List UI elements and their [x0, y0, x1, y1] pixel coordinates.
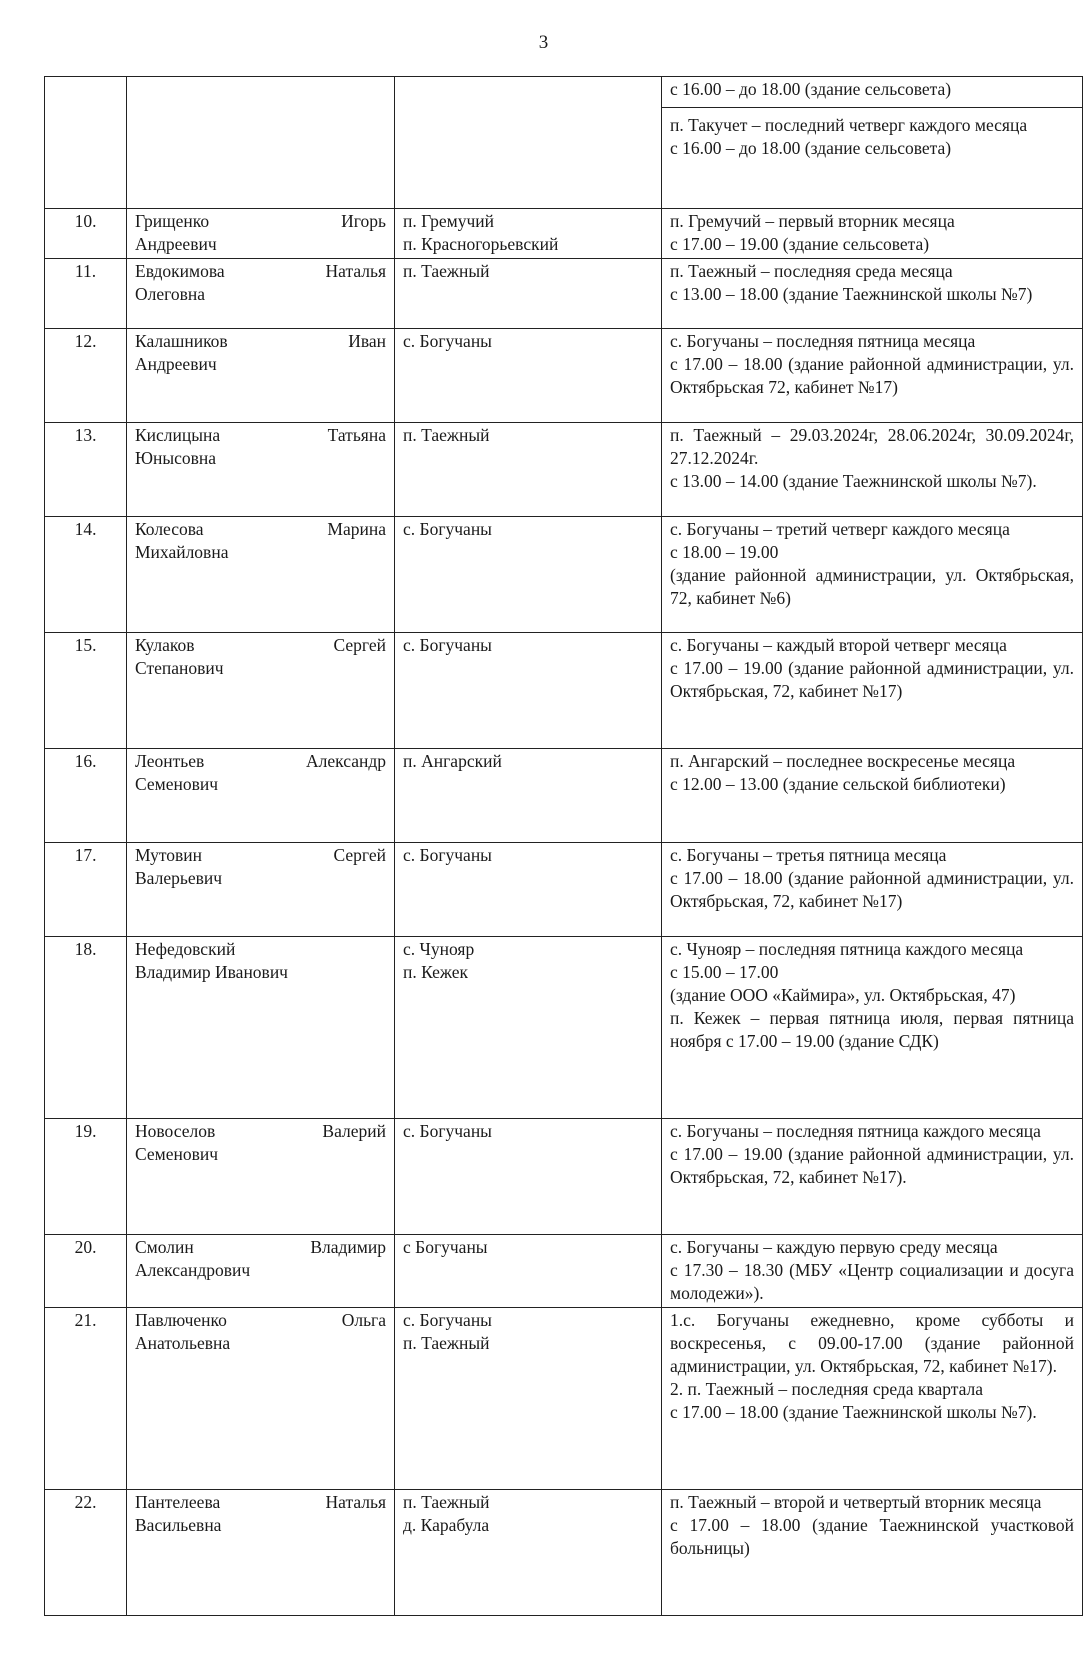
page-number: 3 [538, 32, 549, 53]
surname: Кислицына [135, 425, 221, 445]
patronymic: Олеговна [135, 284, 206, 304]
surname: Евдокимова [135, 261, 225, 281]
row-number: 17. [45, 843, 127, 937]
schedule-line: с. Богучаны – каждую первую среду месяца [670, 1237, 998, 1257]
schedule-line: п. Ангарский – последнее воскресенье месяца [670, 751, 1016, 771]
schedule [662, 1119, 1083, 1235]
table-row [45, 749, 1083, 843]
cell-number [45, 77, 127, 209]
surname: Пантелеева [135, 1492, 221, 1512]
first-name: Ольга [341, 1310, 386, 1330]
locations [395, 749, 662, 843]
schedule-line: п. Кежек – первая пятница июля, первая пятница ноября с 17.00 – 19.00 (здание СДК) [670, 1008, 1074, 1051]
schedule-line: (здание районной администрации, ул. Октябрьская, 72, кабинет №6) [670, 565, 1074, 608]
location-item: с. Богучаны [403, 331, 492, 351]
patronymic: Валерьевич [135, 868, 223, 888]
schedule [662, 517, 1083, 633]
deputy-name [127, 1490, 395, 1616]
schedule-line: (здание ООО «Каймира», ул. Октябрьская, 47) [670, 985, 1016, 1005]
name-first-line [135, 750, 386, 773]
table-row [45, 259, 1083, 329]
locations [395, 1308, 662, 1490]
schedule [662, 329, 1083, 423]
locations [395, 1490, 662, 1616]
surname: Мутовин [135, 845, 203, 865]
deputy-name [127, 633, 395, 749]
first-name: Иван [348, 331, 386, 351]
schedule-line: с 18.00 – 19.00 [670, 542, 779, 562]
patronymic: Васильевна [135, 1515, 222, 1535]
row-number: 11. [45, 259, 127, 329]
schedule-line: с 17.00 – 18.00 (здание районной администрации, ул. Октябрьская, 72, кабинет №17) [670, 868, 1074, 911]
location-item: п. Таежный [403, 261, 490, 281]
location-item: с. Богучаны [403, 1121, 492, 1141]
table-row [45, 937, 1083, 1119]
deputy-name [127, 329, 395, 423]
row-number: 18. [45, 937, 127, 1119]
patronymic: Степанович [135, 658, 224, 678]
name-first-line [135, 1491, 386, 1514]
table-row [45, 1235, 1083, 1308]
deputy-name [127, 1235, 395, 1308]
schedule-subblock [662, 107, 1082, 160]
patronymic: Юнысовна [135, 448, 217, 468]
patronymic: Владимир Иванович [135, 962, 288, 982]
deputy-name [127, 1308, 395, 1490]
locations [395, 843, 662, 937]
schedule-line: с. Чунояр – последняя пятница каждого месяца [670, 939, 1024, 959]
deputy-name [127, 259, 395, 329]
schedule-line: с 16.00 – до 18.00 (здание сельсовета) [670, 79, 952, 99]
table-row [45, 209, 1083, 259]
row-number: 15. [45, 633, 127, 749]
deputy-name [127, 1119, 395, 1235]
schedule-line: с 17.00 – 18.00 (здание Таежнинской школы №7). [670, 1402, 1037, 1422]
name-first-line [135, 210, 386, 233]
schedule-line: с 17.00 – 18.00 (здание Таежнинской участковой больницы) [670, 1515, 1074, 1558]
schedule-line: 2. п. Таежный – последняя среда квартала [670, 1379, 984, 1399]
first-name: Наталья [325, 261, 386, 281]
name-first-line [135, 1236, 386, 1259]
row-number: 14. [45, 517, 127, 633]
cell-schedule [662, 77, 1083, 209]
row-number: 21. [45, 1308, 127, 1490]
schedule [662, 1308, 1083, 1490]
schedule-line: с. Богучаны – последняя пятница месяца [670, 331, 976, 351]
locations [395, 209, 662, 259]
location-item: п. Ангарский [403, 751, 502, 771]
schedule [662, 1490, 1083, 1616]
schedule-line: с 17.00 – 19.00 (здание районной администрации, ул. Октябрьская, 72, кабинет №17). [670, 1144, 1074, 1187]
deputy-name [127, 749, 395, 843]
table-row [45, 517, 1083, 633]
locations [395, 937, 662, 1119]
schedule-line: с 17.00 – 19.00 (здание сельсовета) [670, 234, 930, 254]
schedule-line: п. Таежный – второй и четвертый вторник месяца [670, 1492, 1042, 1512]
schedule [662, 749, 1083, 843]
name-first-line [135, 634, 386, 657]
first-name: Сергей [333, 635, 386, 655]
name-first-line [135, 938, 386, 961]
surname: Смолин [135, 1237, 194, 1257]
schedule-line: с. Богучаны – третья пятница месяца [670, 845, 947, 865]
schedule-line: с 17.00 – 18.00 (здание районной администрации, ул. Октябрьская 72, кабинет №17) [670, 354, 1074, 397]
location-item: п. Таежный [403, 1492, 490, 1512]
schedule [662, 423, 1083, 517]
schedule-line: с 13.00 – 18.00 (здание Таежнинской школы №7) [670, 284, 1033, 304]
first-name: Наталья [325, 1492, 386, 1512]
schedule-line: с 17.30 – 18.30 (МБУ «Центр социализации и досуга молодежи»). [670, 1260, 1074, 1303]
schedule-line: п. Таежный – 29.03.2024г, 28.06.2024г, 30.09.2024г, 27.12.2024г. [670, 425, 1074, 468]
schedule [662, 1235, 1083, 1308]
name-first-line [135, 260, 386, 283]
surname: Леонтьев [135, 751, 205, 771]
deputy-reception-schedule-table [44, 76, 1083, 1616]
cell-deputy-name [127, 77, 395, 209]
name-first-line [135, 1309, 386, 1332]
surname: Павлюченко [135, 1310, 227, 1330]
location-item: п. Таежный [403, 1333, 490, 1353]
surname: Калашников [135, 331, 228, 351]
schedule-line: с 13.00 – 14.00 (здание Таежнинской школы №7). [670, 471, 1037, 491]
name-first-line [135, 518, 386, 541]
first-name: Сергей [333, 845, 386, 865]
location-item: п. Красногорьевский [403, 234, 559, 254]
surname: Грищенко [135, 211, 210, 231]
name-first-line [135, 1120, 386, 1143]
schedule-line: 1.с. Богучаны ежедневно, кроме субботы и воскресенья, с 09.00-17.00 (здание районной администрации, ул. Октябрьская, 72, кабинет №17). [670, 1310, 1074, 1376]
surname: Новоселов [135, 1121, 216, 1141]
locations [395, 329, 662, 423]
deputy-name [127, 423, 395, 517]
table-row [45, 1308, 1083, 1490]
location-item: с. Богучаны [403, 519, 492, 539]
patronymic: Андреевич [135, 234, 217, 254]
surname: Нефедовский [135, 939, 236, 959]
patronymic: Андреевич [135, 354, 217, 374]
locations [395, 423, 662, 517]
deputy-name [127, 209, 395, 259]
location-item: п. Таежный [403, 425, 490, 445]
locations [395, 517, 662, 633]
row-number: 20. [45, 1235, 127, 1308]
location-item: с. Богучаны [403, 635, 492, 655]
deputy-name [127, 843, 395, 937]
cell-locations [395, 77, 662, 209]
table-row [45, 423, 1083, 517]
schedule [662, 937, 1083, 1119]
row-number: 16. [45, 749, 127, 843]
schedule [662, 843, 1083, 937]
locations [395, 259, 662, 329]
schedule [662, 259, 1083, 329]
surname: Колесова [135, 519, 204, 539]
schedule [662, 209, 1083, 259]
schedule-line: с 16.00 – до 18.00 (здание сельсовета) [670, 138, 952, 158]
table-row [45, 1119, 1083, 1235]
first-name: Игорь [341, 211, 386, 231]
table-row [45, 633, 1083, 749]
first-name: Александр [306, 751, 386, 771]
location-item: с. Богучаны [403, 1310, 492, 1330]
schedule [662, 633, 1083, 749]
location-item: с. Чунояр [403, 939, 475, 959]
location-item: д. Карабула [403, 1515, 490, 1535]
locations [395, 1235, 662, 1308]
row-number: 13. [45, 423, 127, 517]
patronymic: Семенович [135, 774, 219, 794]
location-item: с Богучаны [403, 1237, 488, 1257]
patronymic: Александрович [135, 1260, 251, 1280]
name-first-line [135, 844, 386, 867]
locations [395, 1119, 662, 1235]
patronymic: Михайловна [135, 542, 229, 562]
first-name: Татьяна [327, 425, 386, 445]
schedule-line: с 17.00 – 19.00 (здание районной администрации, ул. Октябрьская, 72, кабинет №17) [670, 658, 1074, 701]
patronymic: Семенович [135, 1144, 219, 1164]
locations [395, 633, 662, 749]
table-row [45, 843, 1083, 937]
row-number: 12. [45, 329, 127, 423]
first-name: Марина [327, 519, 386, 539]
name-first-line [135, 424, 386, 447]
row-number: 10. [45, 209, 127, 259]
name-first-line [135, 330, 386, 353]
schedule-line: с 12.00 – 13.00 (здание сельской библиотеки) [670, 774, 1006, 794]
schedule-line: с. Богучаны – третий четверг каждого месяца [670, 519, 1010, 539]
schedule-line: п. Гремучий – первый вторник месяца [670, 211, 955, 231]
schedule-line: п. Таежный – последняя среда месяца [670, 261, 953, 281]
table-row [45, 329, 1083, 423]
surname: Кулаков [135, 635, 195, 655]
row-number: 19. [45, 1119, 127, 1235]
deputy-name [127, 937, 395, 1119]
table-row-continuation [45, 77, 1083, 209]
table-row [45, 1490, 1083, 1616]
first-name: Владимир [310, 1237, 386, 1257]
first-name: Валерий [322, 1121, 386, 1141]
schedule-line: с. Богучаны – каждый второй четверг месяца [670, 635, 1007, 655]
row-number: 22. [45, 1490, 127, 1616]
patronymic: Анатольевна [135, 1333, 231, 1353]
schedule-line: с 15.00 – 17.00 [670, 962, 779, 982]
location-item: п. Кежек [403, 962, 469, 982]
schedule-line: п. Такучет – последний четверг каждого месяца [670, 115, 1028, 135]
location-item: с. Богучаны [403, 845, 492, 865]
deputy-name [127, 517, 395, 633]
location-item: п. Гремучий [403, 211, 495, 231]
schedule-line: с. Богучаны – последняя пятница каждого месяца [670, 1121, 1041, 1141]
